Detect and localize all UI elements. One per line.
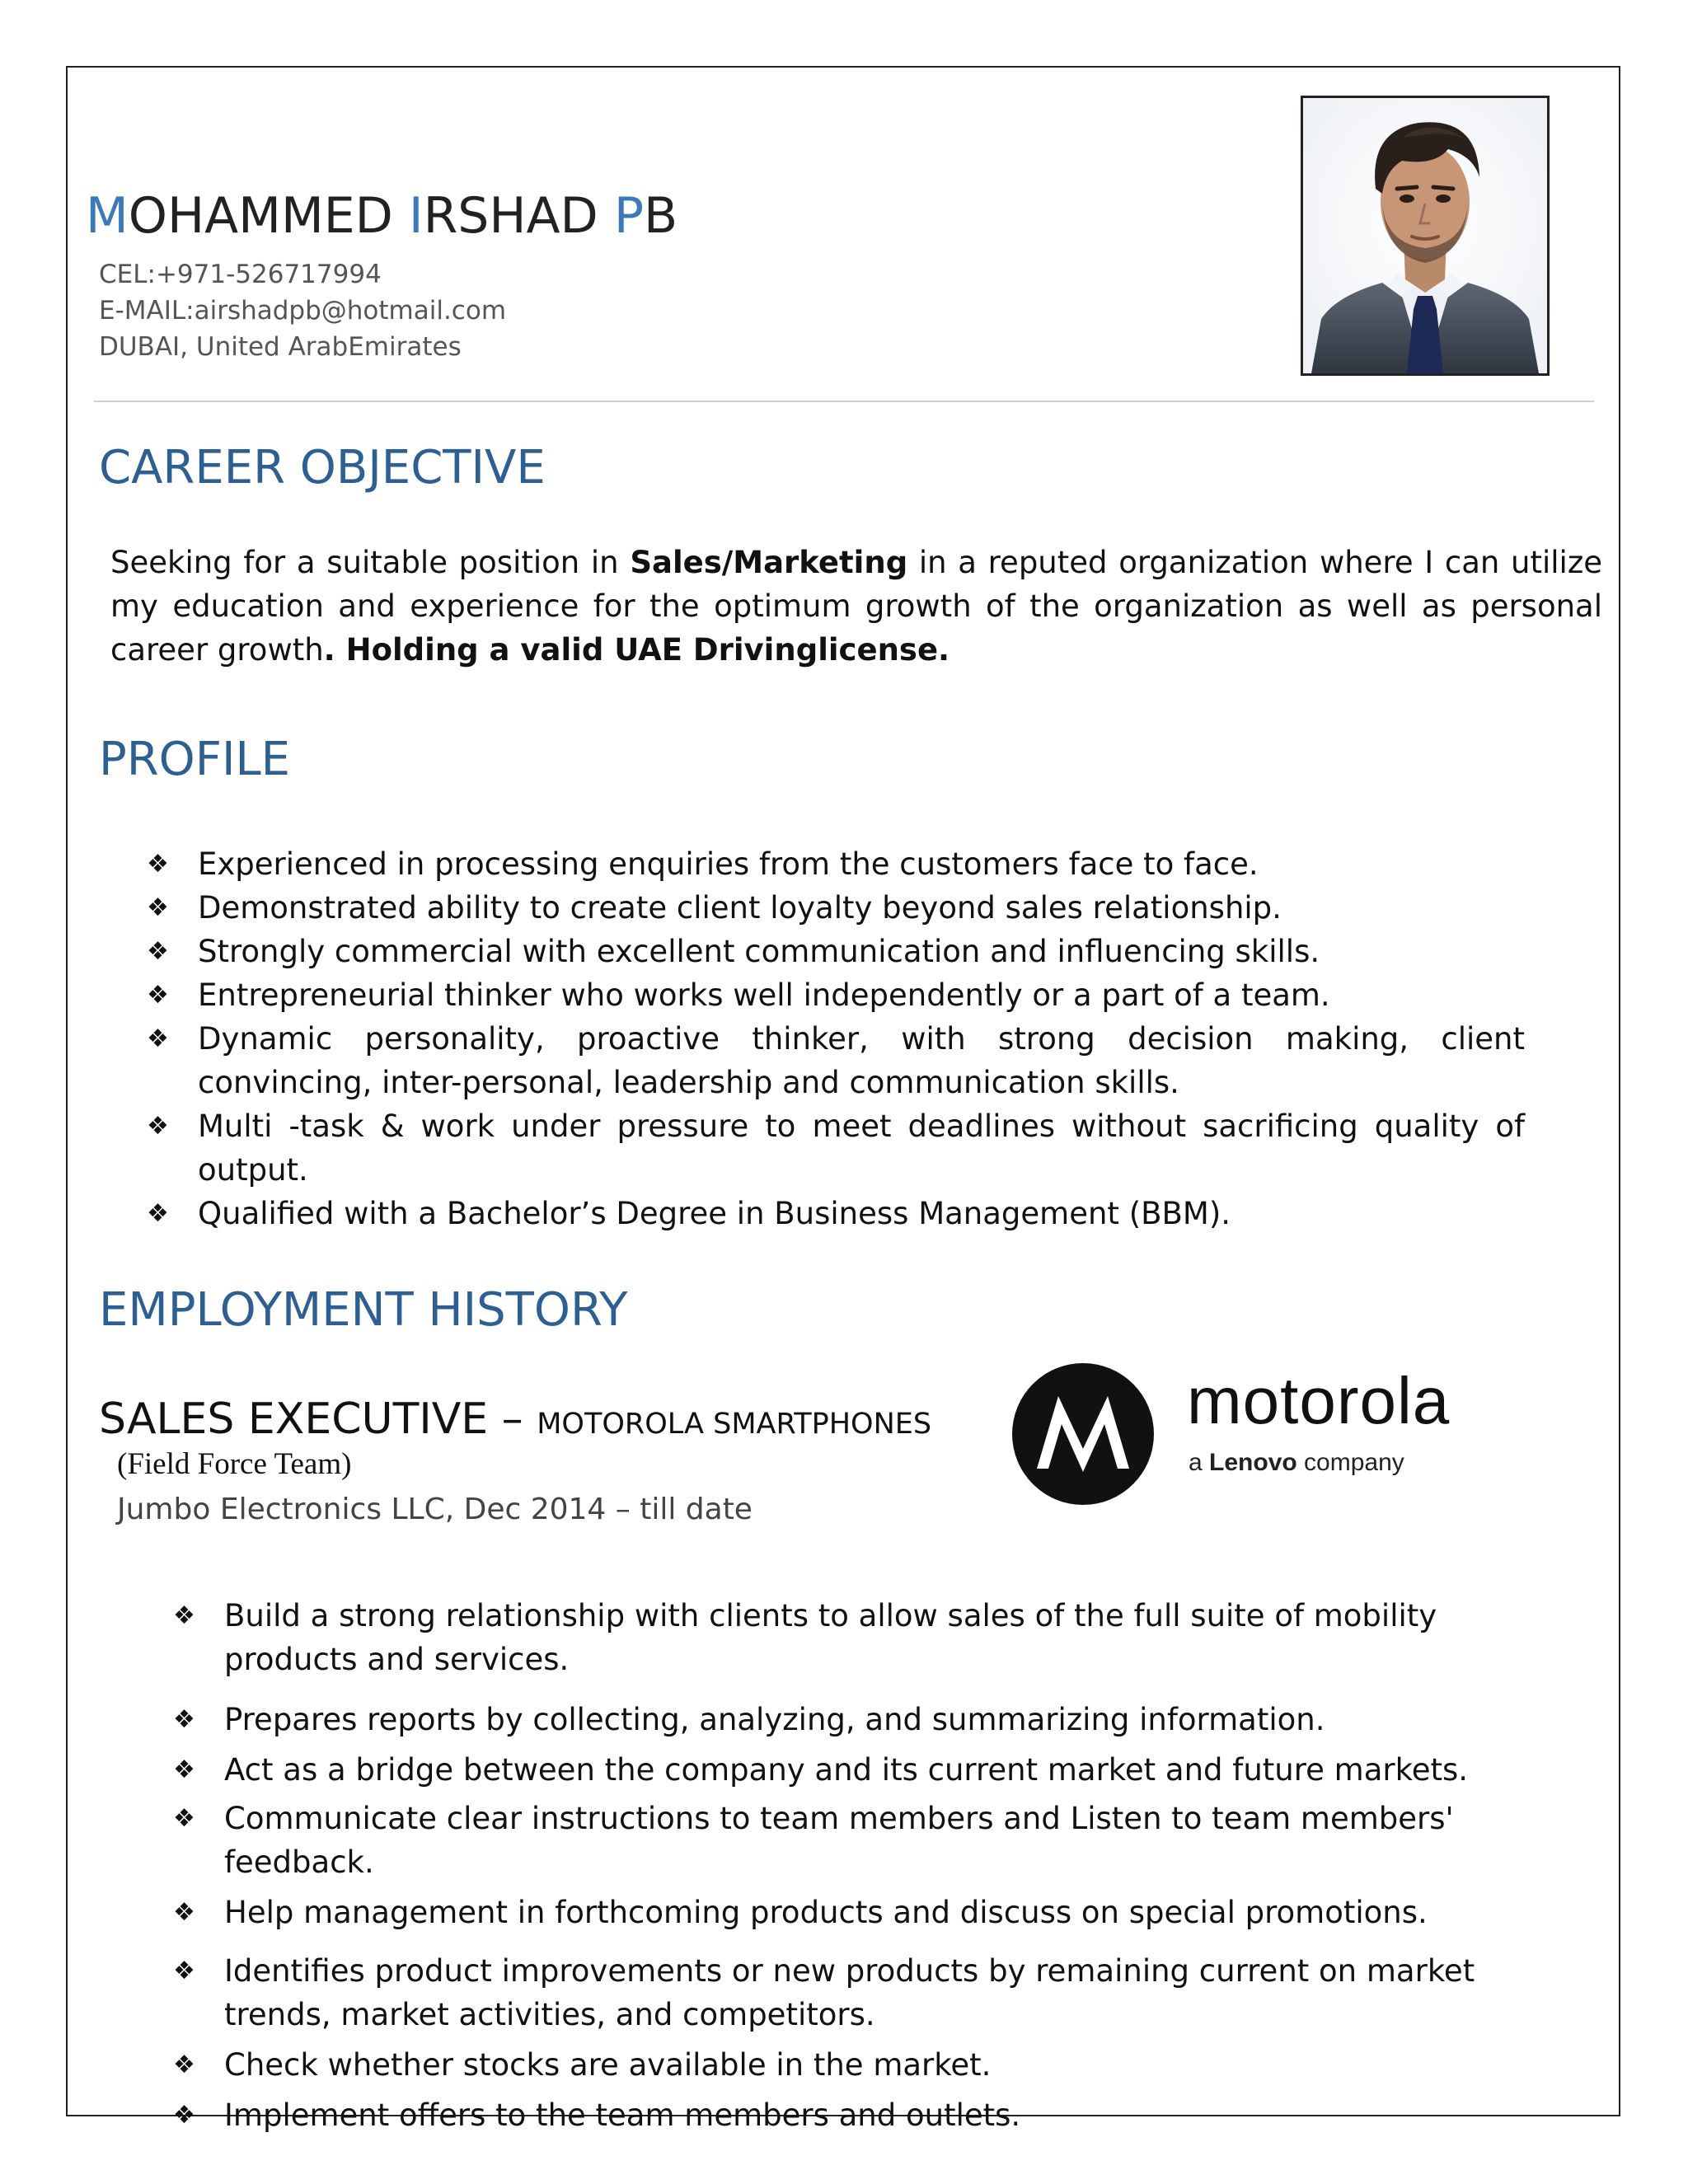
bullet-diamond-icon: ❖ (173, 1957, 195, 1985)
job-duties-list (173, 1594, 1551, 2137)
list-item: ❖ Qualified with a Bachelor’s Degree in Business Management (BBM). (198, 1192, 1525, 1235)
bullet-diamond-icon: ❖ (147, 1024, 169, 1053)
bullet-diamond-icon: ❖ (147, 1199, 169, 1228)
bullet-diamond-icon: ❖ (173, 2050, 195, 2079)
list-item: ❖ Experienced in processing enquiries from the customers face to face. (198, 842, 1525, 886)
profile-heading: PROFILE (99, 733, 291, 786)
bullet-diamond-icon: ❖ (147, 1112, 169, 1141)
lenovo-tagline: a Lenovo company (1189, 1449, 1404, 1476)
contact-location: DUBAI, United ArabEmirates (99, 332, 462, 362)
bullet-diamond-icon: ❖ (147, 981, 169, 1010)
bullet-diamond-icon: ❖ (173, 1804, 195, 1833)
list-item: ❖ Strongly commercial with excellent communication and influencing skills. (198, 930, 1525, 973)
list-item: ❖ Help management in forthcoming products and discuss on special promotions. (224, 1891, 1551, 1934)
bullet-diamond-icon: ❖ (147, 937, 169, 966)
list-item: ❖ Communicate clear instructions to team members and Listen to team members' feedback. (224, 1797, 1551, 1884)
profile-list (147, 842, 1525, 1235)
list-item: ❖ Implement offers to the team members and outlets. (224, 2093, 1551, 2137)
bullet-diamond-icon: ❖ (173, 1601, 195, 1630)
list-item: ❖ Demonstrated ability to create client loyalty beyond sales relationship. (198, 886, 1525, 930)
bullet-diamond-icon: ❖ (173, 1755, 195, 1784)
career-objective-text: Seeking for a suitable position in Sales/Marketing in a reputed organization where I can utilize my education and experience for the optimum growth of the organization as well as personal career growth. Holding a valid UAE Drivinglicense. (110, 545, 1603, 668)
profile-photo (1301, 96, 1550, 376)
job-team: (Field Force Team) (117, 1447, 352, 1481)
bullet-diamond-icon: ❖ (173, 2101, 195, 2130)
bullet-diamond-icon: ❖ (147, 893, 169, 922)
list-item: ❖ Act as a bridge between the company and its current market and future markets. (224, 1748, 1551, 1792)
list-item: ❖ Entrepreneurial thinker who works well independently or a part of a team. (198, 973, 1525, 1017)
contact-phone: CEL:+971-526717994 (99, 260, 382, 289)
bullet-diamond-icon: ❖ (173, 1705, 195, 1734)
header-divider (94, 401, 1594, 402)
bullet-diamond-icon: ❖ (173, 1898, 195, 1927)
employment-history-heading: EMPLOYMENT HISTORY (99, 1283, 628, 1337)
list-item: ❖ Dynamic personality, proactive thinker, with strong decision making, client convincing, inter-personal, leadership and communication skills. (198, 1017, 1525, 1104)
person-photo-icon (1303, 98, 1547, 373)
motorola-logo-icon (1012, 1363, 1154, 1505)
list-item: ❖ Multi -task & work under pressure to meet deadlines without sacrificing quality of output. (198, 1104, 1525, 1192)
candidate-name: MOHAMMED IRSHAD PB (86, 187, 678, 245)
job-title: SALES EXECUTIVE – MOTOROLA SMARTPHONES (99, 1394, 932, 1444)
list-item: ❖ Check whether stocks are available in the market. (224, 2043, 1551, 2087)
list-item: ❖ Identifies product improvements or new products by remaining current on market trends, market activities, and competitors. (224, 1949, 1551, 2036)
bullet-diamond-icon: ❖ (147, 850, 169, 879)
list-item: ❖ Prepares reports by collecting, analyzing, and summarizing information. (224, 1698, 1551, 1741)
motorola-wordmark: motorola (1187, 1364, 1451, 1437)
contact-email: E-MAIL:airshadpb@hotmail.com (99, 296, 507, 326)
career-objective-heading: CAREER OBJECTIVE (99, 441, 546, 494)
job-company-dates: Jumbo Electronics LLC, Dec 2014 – till date (117, 1493, 753, 1526)
list-item: ❖ Build a strong relationship with clients to allow sales of the full suite of mobility products and services. (224, 1594, 1551, 1681)
